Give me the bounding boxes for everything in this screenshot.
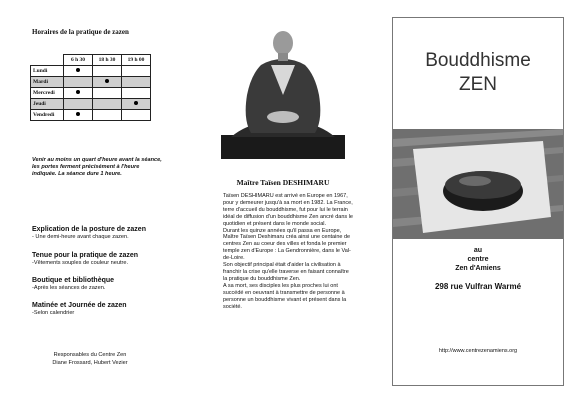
schedule-day: Lundi xyxy=(31,66,64,77)
schedule-row xyxy=(31,99,151,110)
location-line: Zen d'Amiens xyxy=(455,265,501,272)
schedule-dot xyxy=(105,79,109,83)
info-detail: -Vêtements souples de couleur neutre. xyxy=(32,260,129,266)
responsables xyxy=(30,352,150,367)
cover-box xyxy=(392,17,564,386)
location-line: au xyxy=(473,247,483,254)
schedule-slot xyxy=(122,77,151,88)
right-panel xyxy=(388,0,566,400)
zafu-photo xyxy=(393,129,563,239)
info-section-posture xyxy=(32,226,177,241)
info-heading: Boutique et bibliothèque xyxy=(32,277,115,284)
info-section-tenue xyxy=(32,252,177,267)
schedule-dot xyxy=(76,90,80,94)
schedule-header: 6 h 30 xyxy=(64,55,93,66)
schedule-slot xyxy=(93,66,122,77)
location xyxy=(393,246,563,273)
master-bio xyxy=(223,193,353,310)
schedule-slot xyxy=(122,99,151,110)
schedule-row xyxy=(31,66,151,77)
schedule-row xyxy=(31,88,151,99)
schedule-header: 19 h 00 xyxy=(122,55,151,66)
schedule-title: Horaires de la pratique de zazen xyxy=(32,28,129,36)
schedule-slot xyxy=(122,66,151,77)
info-section-matinee xyxy=(32,302,177,317)
master-photo xyxy=(221,25,345,159)
schedule-row xyxy=(31,77,151,88)
bio-paragraph: Durant les quinze années qu'il passa en Europe, Maître Taïsen Deshimaru créa ainsi une centaine de centres Zen au coeur des villes et fonda le premier temple zen d'Europe : La Gendronnière, dans le Val-de-Loire. xyxy=(223,227,351,262)
bio-paragraph: A sa mort, ses disciples les plus proches lui ont succédé en oeuvrant à transmettre de personne à personne un bouddhisme vivant et présent dans la société. xyxy=(223,282,347,310)
info-heading: Matinée et Journée de zazen xyxy=(32,302,127,309)
arrival-note: Venir au moins un quart d'heure avant la séance, les portes ferment précisément à l'heure indiquée. La séance dure 1 heure. xyxy=(32,157,162,177)
middle-panel xyxy=(188,0,378,400)
schedule-slot xyxy=(64,66,93,77)
info-section-boutique xyxy=(32,277,177,292)
schedule-slot xyxy=(122,88,151,99)
schedule-corner xyxy=(31,55,64,66)
schedule-day: Jeudi xyxy=(31,99,64,110)
info-heading: Explication de la posture de zazen xyxy=(32,226,146,233)
cover-title-line1: Bouddhisme xyxy=(425,50,531,71)
info-heading: Tenue pour la pratique de zazen xyxy=(32,252,139,259)
info-detail: -Après les séances de zazen. xyxy=(32,285,106,291)
schedule-dot xyxy=(76,68,80,72)
address: 298 rue Vulfran Warmé xyxy=(434,282,522,291)
responsables-title: Responsables du Centre Zen xyxy=(53,352,127,358)
location-line: centre xyxy=(467,256,489,263)
schedule-slot xyxy=(93,110,122,121)
bio-paragraph: Taïsen DESHIMARU est arrivé en Europe en 1967, pour y demeurer jusqu'à sa mort en 1982. La France, terre d'accueil du bouddhisme, fut pour lui le terrain idéal de diffusion d'un bouddhisme Zen ancré dans le quotidien et présent dans le monde social. xyxy=(223,193,353,227)
schedule-day: Mardi xyxy=(31,77,64,88)
schedule-slot xyxy=(64,110,93,121)
schedule-header: 18 h 30 xyxy=(93,55,122,66)
schedule-slot xyxy=(64,99,93,110)
schedule-day: Mercredi xyxy=(31,88,64,99)
info-detail: -Selon calendrier xyxy=(32,310,75,316)
responsables-names: Diane Frossard, Hubert Vezier xyxy=(52,359,128,366)
schedule-dot xyxy=(134,101,138,105)
left-panel xyxy=(0,0,188,400)
bio-paragraph: Son objectif principal était d'aider la civilisation à franchir la crise qu'elle traverse en faisant connaître la pratique du bouddhisme Zen. xyxy=(223,262,349,282)
schedule-slot xyxy=(64,88,93,99)
schedule-row xyxy=(31,110,151,121)
info-detail: - Une demi-heure avant chaque zazen. xyxy=(32,234,129,240)
schedule-slot xyxy=(93,99,122,110)
website-url[interactable]: http://www.centrezenamiens.org xyxy=(438,348,518,354)
schedule-table xyxy=(30,54,151,121)
master-name: Maître Taïsen DESHIMARU xyxy=(236,178,330,187)
schedule-day: Vendredi xyxy=(31,110,64,121)
schedule-slot xyxy=(64,77,93,88)
schedule-slot xyxy=(93,77,122,88)
schedule-slot xyxy=(93,88,122,99)
cover-title-line2: ZEN xyxy=(459,74,497,95)
schedule-dot xyxy=(76,112,80,116)
schedule-slot xyxy=(122,110,151,121)
